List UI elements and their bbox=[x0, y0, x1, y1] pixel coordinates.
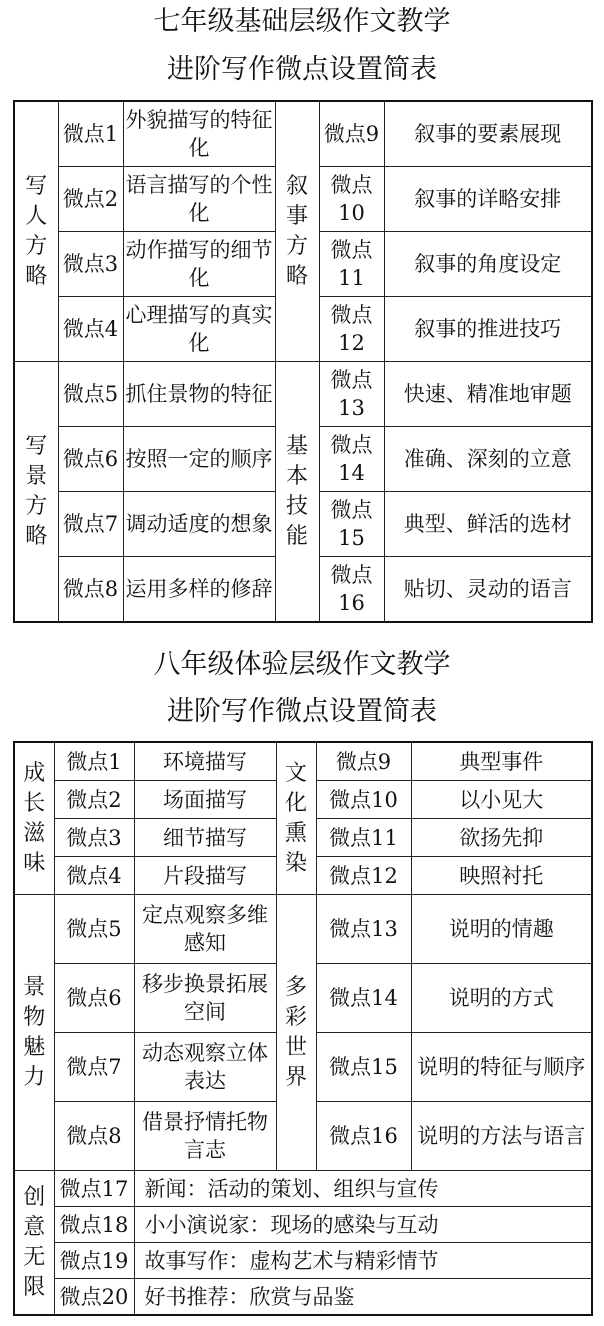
topic-cell: 贴切、灵动的语言 bbox=[384, 557, 592, 623]
topic-cell: 准确、深刻的立意 bbox=[384, 427, 592, 492]
point-cell: 微点9 bbox=[319, 101, 384, 167]
topic-cell: 典型事件 bbox=[411, 742, 592, 781]
topic-cell: 新闻：活动的策划、组织与宣传 bbox=[134, 1171, 592, 1207]
point-cell: 微点6 bbox=[54, 964, 134, 1033]
point-cell: 微点4 bbox=[58, 297, 123, 362]
grade8-title-line1: 八年级体验层级作文教学 bbox=[153, 649, 451, 680]
topic-cell: 动作描写的细节化 bbox=[123, 232, 275, 297]
topic-cell: 以小见大 bbox=[411, 781, 592, 819]
point-cell: 微点1 bbox=[58, 101, 123, 167]
topic-cell: 心理描写的真实化 bbox=[123, 297, 275, 362]
topic-cell: 外貌描写的特征化 bbox=[123, 101, 275, 167]
table-row bbox=[14, 895, 592, 964]
point-cell: 微点5 bbox=[54, 895, 134, 964]
category-cell: 基 本 技 能 bbox=[275, 362, 319, 623]
category-cell: 写 人 方 略 bbox=[14, 101, 58, 362]
point-cell: 微点7 bbox=[58, 492, 123, 557]
topic-cell: 移步换景拓展空间 bbox=[134, 964, 276, 1033]
topic-cell: 快速、精准地审题 bbox=[384, 362, 592, 427]
topic-cell: 说明的方式 bbox=[411, 964, 592, 1033]
topic-cell: 说明的特征与顺序 bbox=[411, 1033, 592, 1102]
topic-cell: 典型、鲜活的选材 bbox=[384, 492, 592, 557]
topic-cell: 借景抒情托物言志 bbox=[134, 1102, 276, 1171]
topic-cell: 叙事的角度设定 bbox=[384, 232, 592, 297]
topic-cell: 故事写作：虚构艺术与精彩情节 bbox=[134, 1243, 592, 1279]
topic-cell: 映照衬托 bbox=[411, 857, 592, 895]
point-cell: 微点10 bbox=[319, 167, 384, 232]
point-cell: 微点3 bbox=[54, 819, 134, 857]
point-cell: 微点7 bbox=[54, 1033, 134, 1102]
point-cell: 微点14 bbox=[316, 964, 411, 1033]
topic-cell: 叙事的详略安排 bbox=[384, 167, 592, 232]
topic-cell: 细节描写 bbox=[134, 819, 276, 857]
point-cell: 微点13 bbox=[319, 362, 384, 427]
point-cell: 微点10 bbox=[316, 781, 411, 819]
grade7-title-line2: 进阶写作微点设置简表 bbox=[167, 54, 437, 85]
topic-cell: 说明的情趣 bbox=[411, 895, 592, 964]
topic-cell: 定点观察多维感知 bbox=[134, 895, 276, 964]
table-row bbox=[14, 1279, 592, 1316]
point-cell: 微点3 bbox=[58, 232, 123, 297]
table-row bbox=[14, 101, 592, 167]
table-row bbox=[14, 1207, 592, 1243]
point-cell: 微点8 bbox=[58, 557, 123, 623]
topic-cell: 语言描写的个性化 bbox=[123, 167, 275, 232]
category-cell: 多 彩 世 界 bbox=[276, 895, 316, 1171]
category-cell: 文 化 熏 染 bbox=[276, 742, 316, 895]
category-cell: 叙 事 方 略 bbox=[275, 101, 319, 362]
point-cell: 微点8 bbox=[54, 1102, 134, 1171]
point-cell: 微点9 bbox=[316, 742, 411, 781]
point-cell: 微点12 bbox=[316, 857, 411, 895]
point-cell: 微点11 bbox=[316, 819, 411, 857]
point-cell: 微点4 bbox=[54, 857, 134, 895]
point-cell: 微点19 bbox=[54, 1243, 134, 1279]
topic-cell: 好书推荐：欣赏与品鉴 bbox=[134, 1279, 592, 1316]
table-row bbox=[14, 1171, 592, 1207]
table-row bbox=[14, 742, 592, 781]
point-cell: 微点6 bbox=[58, 427, 123, 492]
point-cell: 微点13 bbox=[316, 895, 411, 964]
topic-cell: 说明的方法与语言 bbox=[411, 1102, 592, 1171]
grade8-title-line2: 进阶写作微点设置简表 bbox=[167, 696, 437, 727]
category-cell: 创 意 无 限 bbox=[14, 1171, 54, 1316]
point-cell: 微点20 bbox=[54, 1279, 134, 1316]
table-row bbox=[14, 1243, 592, 1279]
topic-cell: 抓住景物的特征 bbox=[123, 362, 275, 427]
point-cell: 微点14 bbox=[319, 427, 384, 492]
point-cell: 微点18 bbox=[54, 1207, 134, 1243]
point-cell: 微点17 bbox=[54, 1171, 134, 1207]
point-cell: 微点11 bbox=[319, 232, 384, 297]
point-cell: 微点2 bbox=[54, 781, 134, 819]
point-cell: 微点12 bbox=[319, 297, 384, 362]
point-cell: 微点15 bbox=[316, 1033, 411, 1102]
point-cell: 微点5 bbox=[58, 362, 123, 427]
category-cell: 景 物 魅 力 bbox=[14, 895, 54, 1171]
point-cell: 微点1 bbox=[54, 742, 134, 781]
topic-cell: 片段描写 bbox=[134, 857, 276, 895]
point-cell: 微点16 bbox=[316, 1102, 411, 1171]
topic-cell: 调动适度的想象 bbox=[123, 492, 275, 557]
category-cell: 成 长 滋 味 bbox=[14, 742, 54, 895]
topic-cell: 环境描写 bbox=[134, 742, 276, 781]
grade7-table bbox=[13, 100, 593, 623]
topic-cell: 欲扬先抑 bbox=[411, 819, 592, 857]
topic-cell: 叙事的推进技巧 bbox=[384, 297, 592, 362]
point-cell: 微点2 bbox=[58, 167, 123, 232]
point-cell: 微点15 bbox=[319, 492, 384, 557]
point-cell: 微点16 bbox=[319, 557, 384, 623]
category-cell: 写 景 方 略 bbox=[14, 362, 58, 623]
topic-cell: 动态观察立体表达 bbox=[134, 1033, 276, 1102]
table-row bbox=[14, 362, 592, 427]
grade7-title-line1: 七年级基础层级作文教学 bbox=[153, 6, 451, 37]
topic-cell: 运用多样的修辞 bbox=[123, 557, 275, 623]
topic-cell: 叙事的要素展现 bbox=[384, 101, 592, 167]
grade8-table bbox=[13, 741, 593, 1316]
topic-cell: 按照一定的顺序 bbox=[123, 427, 275, 492]
topic-cell: 小小演说家：现场的感染与互动 bbox=[134, 1207, 592, 1243]
topic-cell: 场面描写 bbox=[134, 781, 276, 819]
